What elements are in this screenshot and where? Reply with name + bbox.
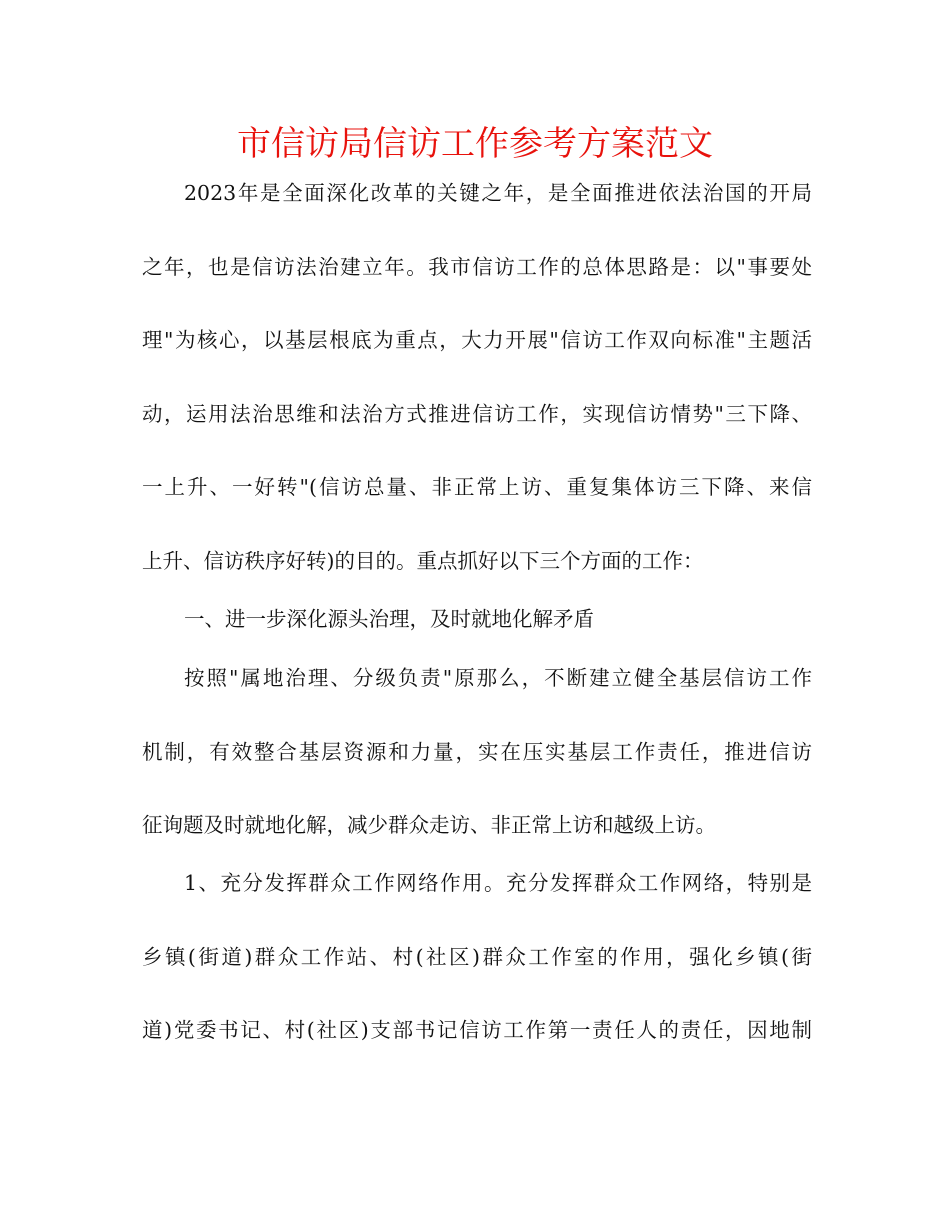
- paragraph-line: 1、充分发挥群众工作网络作用。充分发挥群众工作网络，特别是: [184, 871, 812, 895]
- paragraph-line: 一上升、一好转"(信访总量、非正常上访、重复集体访三下降、来信: [142, 475, 812, 499]
- section-heading: 一、进一步深化源头治理，及时就地化解矛盾: [184, 607, 594, 631]
- paragraph-line: 上升、信访秩序好转)的目的。重点抓好以下三个方面的工作：: [142, 549, 704, 573]
- paragraph-line: 理"为核心，以基层根底为重点，大力开展"信访工作双向标准"主题活: [142, 328, 812, 352]
- paragraph-line: 2023年是全面深化改革的关键之年，是全面推进依法治国的开局: [184, 181, 812, 205]
- paragraph-line: 动，运用法治思维和法治方式推进信访工作，实现信访情势"三下降、: [142, 402, 812, 426]
- paragraph-line: 之年，也是信访法治建立年。我市信访工作的总体思路是：以"事要处: [142, 255, 812, 279]
- paragraph-line: 征询题及时就地化解，减少群众走访、非正常上访和越级上访。: [142, 813, 716, 837]
- paragraph-line: 机制，有效整合基层资源和力量，实在压实基层工作责任，推进信访: [142, 740, 812, 764]
- paragraph-line: 乡镇(街道)群众工作站、村(社区)群众工作室的作用，强化乡镇(街: [142, 945, 812, 969]
- document-title: 市信访局信访工作参考方案范文: [237, 124, 713, 164]
- paragraph-line: 道)党委书记、村(社区)支部书记信访工作第一责任人的责任，因地制: [142, 1018, 812, 1042]
- paragraph-line: 按照"属地治理、分级负责"原那么，不断建立健全基层信访工作: [184, 666, 812, 690]
